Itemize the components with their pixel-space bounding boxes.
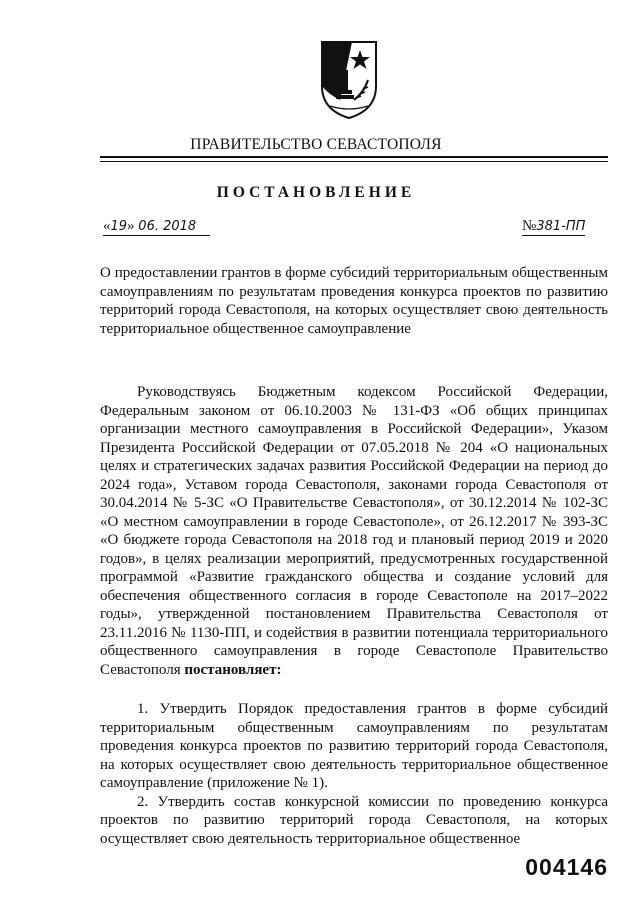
number-value: 381-ПП bbox=[536, 219, 586, 234]
document-subject: О предоставлении грантов в форме субсидий территориальным общественным самоуправлениям по результатам проведения конкурса проектов по развитию территорий города Севастополя, на которых осуществляет свою деятельность территориальное общественное самоуправление bbox=[100, 265, 608, 337]
decree-items bbox=[100, 700, 608, 848]
preamble-text: Руководствуясь Бюджетным кодексом Российской Федерации, Федеральным законом от 06.10.2003 № 131-ФЗ «Об общих принципах организации местного самоуправления в Российской Федерации», Указом Президента Российской Федерации от 07.05.2018 № 204 «О национальных целях и стратегических задачах развития Российской Федерации на период до 2024 года», Уставом города Севастополя, законами города Севастополя от 30.04.2014 № 5-ЗС «О Правительстве Севастополя», от 30.12.2014 № 102-ЗС «О местном самоуправлении в городе Севастополе», от 26.12.2017 № 393-ЗС «О бюджете города Севастополя на 2018 год и плановый период 2019 и 2020 годов», в целях реализации мероприятий, предусмотренных государственной программой «Развитие гражданского общества и создание условий для обеспечения общественного согласия в городе Севастополе на 2017–2022 годы», утвержденной постановлением Правительства Севастополя от 23.11.2016 № 1130-ПП, и содействия в развитии потенциала территориального общественного самоуправления в городе Севастополе Правительство Севастополя bbox=[100, 384, 608, 678]
header-divider bbox=[100, 156, 608, 158]
decree-item: 2. Утвердить состав конкурсной комиссии по проведению конкурса проектов по развитию территорий города Севастополя, на которых осуществляет свою деятельность территориальное общественное bbox=[100, 793, 608, 847]
date-open-quote: « bbox=[103, 218, 111, 234]
header-divider-thin bbox=[100, 161, 608, 162]
government-name: ПРАВИТЕЛЬСТВО СЕВАСТОПОЛЯ bbox=[190, 136, 442, 153]
date-month-year: 06. 2018 bbox=[138, 219, 197, 234]
date-day: 19 bbox=[110, 219, 128, 234]
decree-item: 1. Утвердить Порядок предоставления грантов в форме субсидий территориальным общественным самоуправлениям по результатам проведения конкурса проектов по развитию территорий города Севастополя, на которых осуществляет свою деятельность территориальное общественное самоуправление (приложение № 1). bbox=[100, 701, 608, 791]
document-type: ПОСТАНОВЛЕНИЕ bbox=[216, 184, 416, 201]
decree-word: постановляет: bbox=[184, 661, 282, 678]
date-close-quote: » bbox=[127, 218, 135, 234]
coat-of-arms-icon bbox=[320, 40, 378, 120]
document-date bbox=[103, 218, 210, 236]
document-number bbox=[522, 218, 585, 236]
number-prefix: № bbox=[522, 218, 537, 234]
preamble bbox=[100, 383, 608, 679]
serial-number: 004146 bbox=[525, 854, 608, 880]
